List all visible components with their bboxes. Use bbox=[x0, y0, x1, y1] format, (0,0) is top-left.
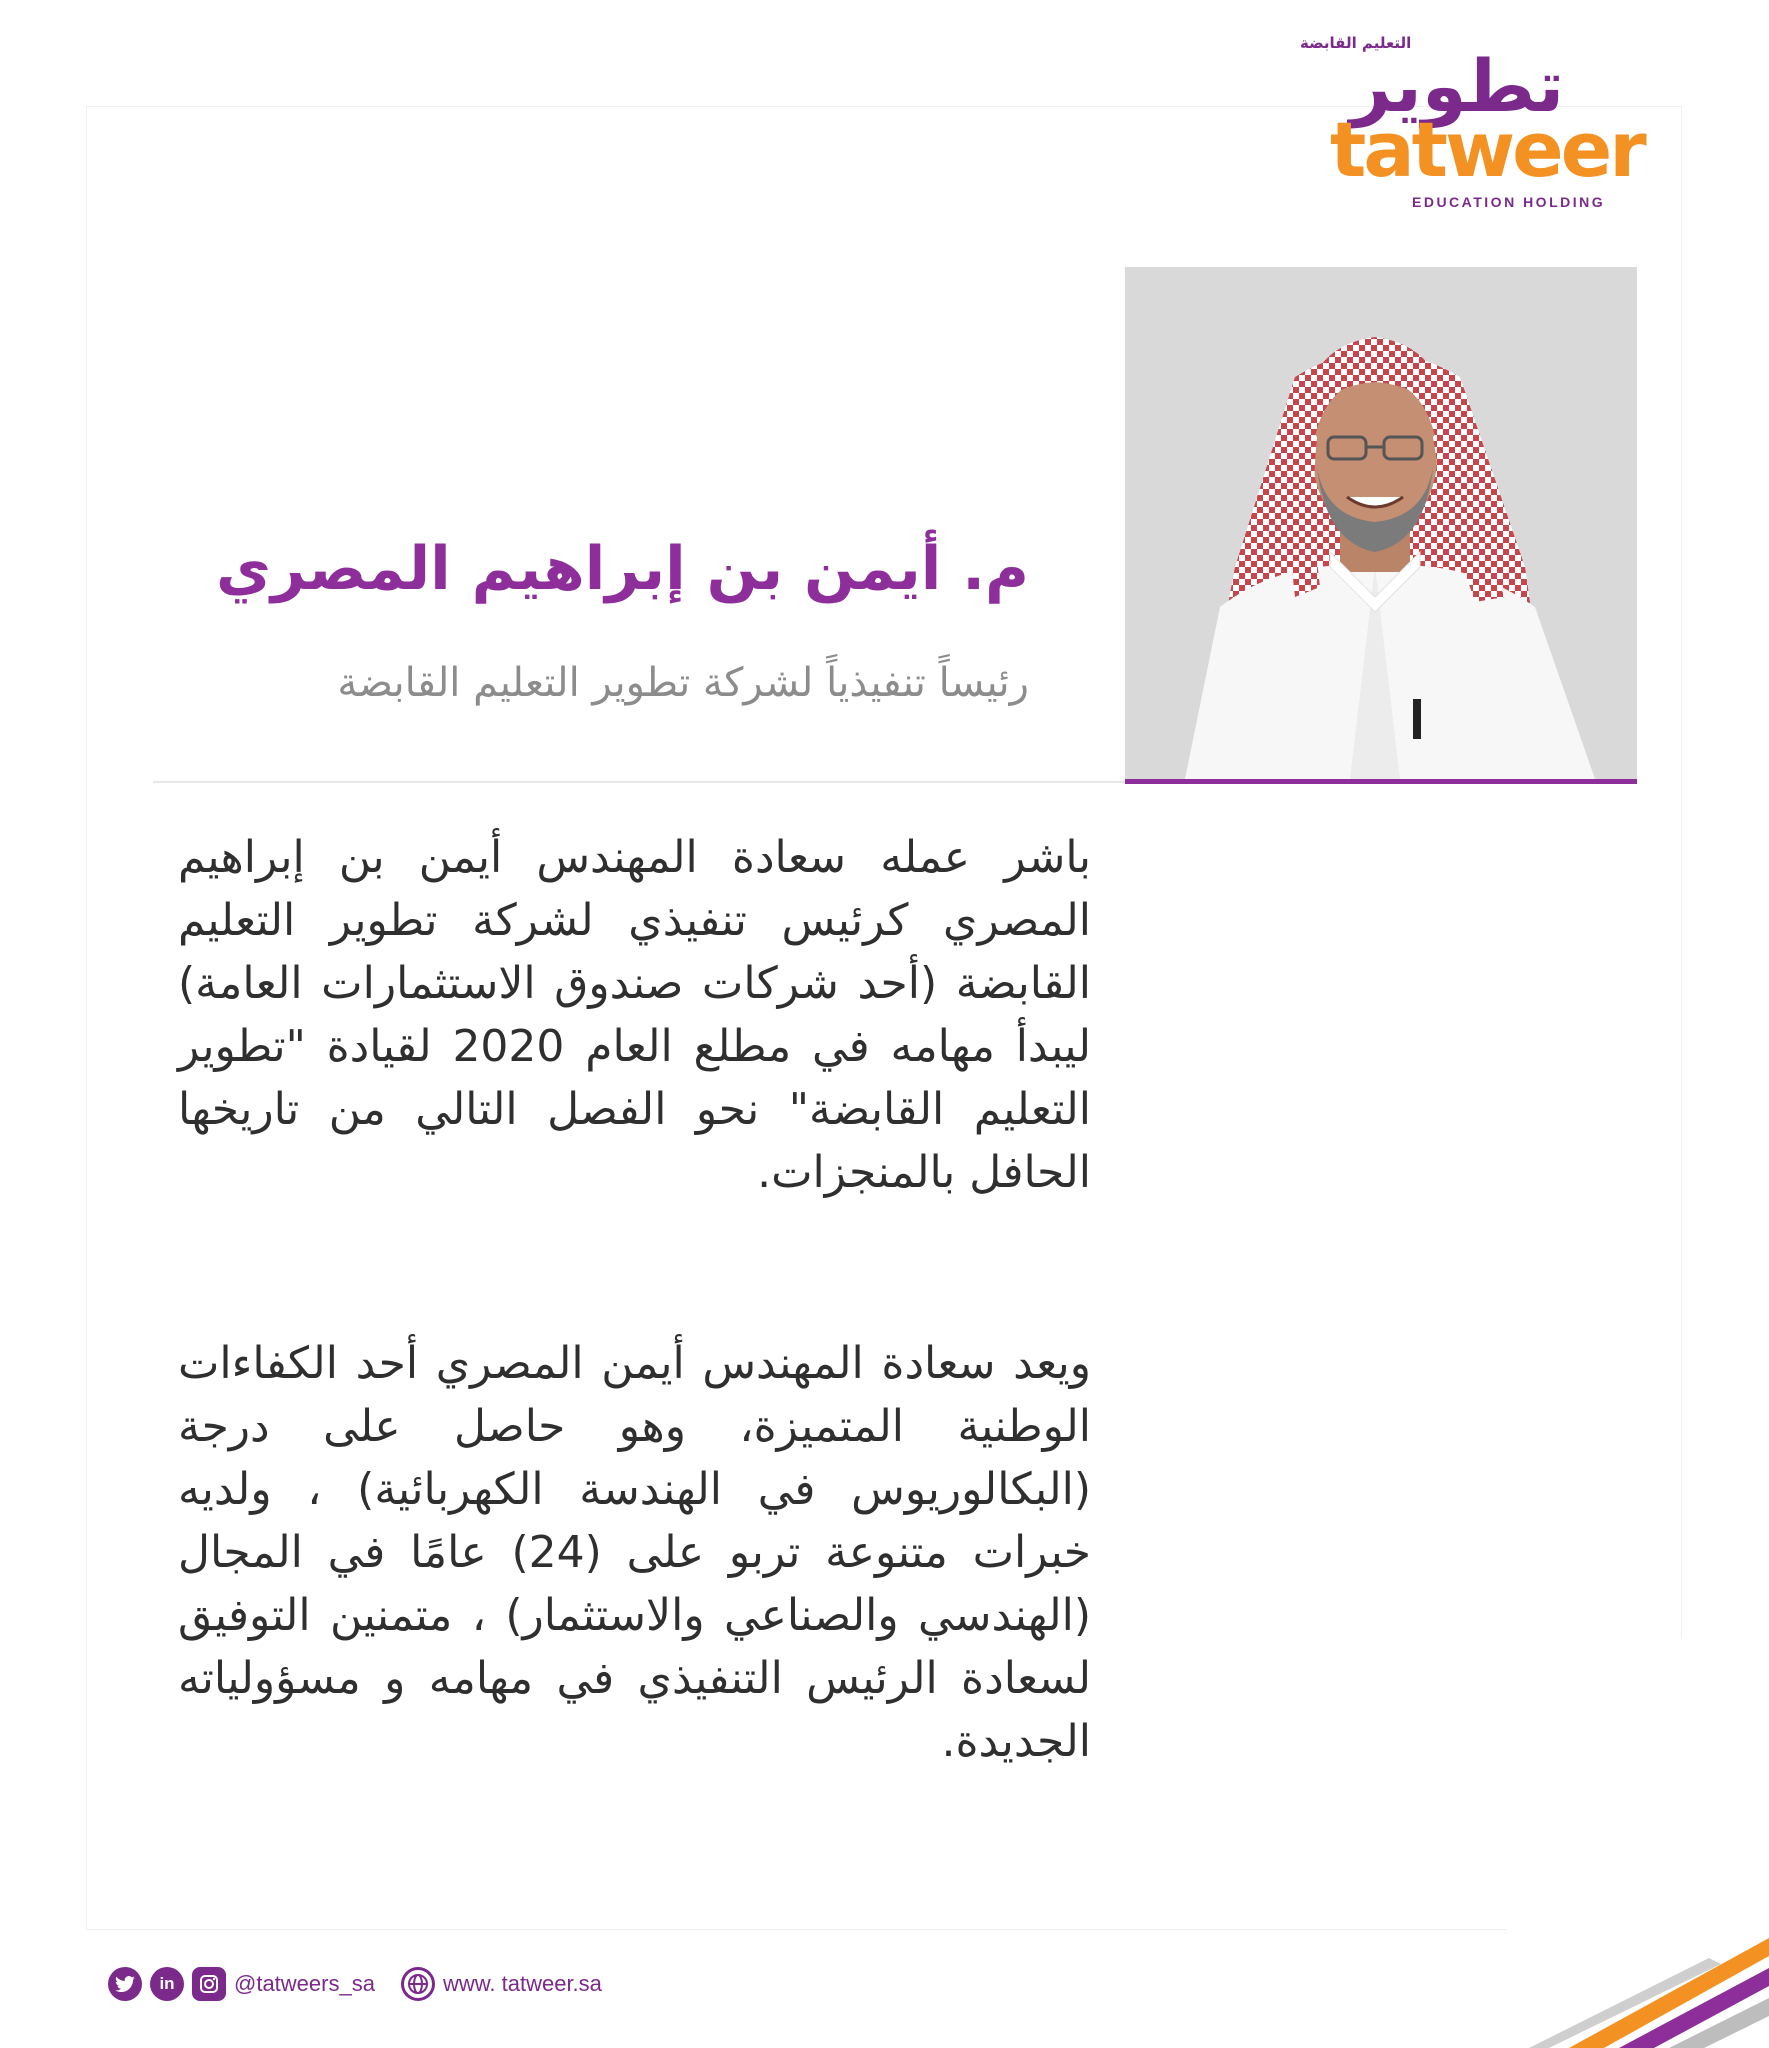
globe-icon[interactable] bbox=[401, 1967, 435, 2001]
twitter-icon[interactable] bbox=[108, 1967, 142, 2001]
logo-arabic-name: تطوير bbox=[1350, 44, 1565, 128]
logo-arabic-subtitle: التعليم القابضة bbox=[1300, 34, 1412, 52]
logo-english-subtitle: EDUCATION HOLDING bbox=[1412, 194, 1606, 210]
section-divider bbox=[153, 781, 1125, 783]
logo-english-name: tatweer bbox=[1330, 105, 1644, 194]
photo-accent-bar bbox=[1125, 779, 1637, 784]
person-title: رئيساً تنفيذياً لشركة تطوير التعليم القابضة bbox=[337, 660, 1029, 706]
footer-contacts bbox=[108, 1964, 602, 2004]
body-paragraph-2: ويعد سعادة المهندس أيمن المصري أحد الكفاءات الوطنية المتميزة، وهو حاصل على درجة (البكالوريوس في الهندسة الكهربائية) ، ولديه خبرات متنوعة تربو على (24) عامًا في المجال (الهندسي والصناعي والاستثمار) ، متمنين التوفيق لسعادة الرئيس التنفيذي في مهامه و مسؤولياته الجديدة. bbox=[178, 1338, 1092, 1767]
website-link[interactable]: www. tatweer.sa bbox=[442, 1971, 602, 1996]
tatweer-logo bbox=[1290, 30, 1644, 210]
person-name: م. أيمن بن إبراهيم المصري bbox=[215, 534, 1029, 604]
linkedin-icon[interactable]: in bbox=[150, 1967, 184, 2001]
social-handle[interactable]: @tatweers_sa bbox=[234, 1971, 375, 1996]
portrait-illustration bbox=[1125, 267, 1637, 779]
instagram-icon[interactable] bbox=[192, 1967, 226, 2001]
decorative-stripes bbox=[1509, 1928, 1769, 2048]
portrait-photo bbox=[1125, 267, 1637, 779]
body-paragraph-1: باشر عمله سعادة المهندس أيمن بن إبراهيم المصري كرئيس تنفيذي لشركة تطوير التعليم القابضة (أحد شركات صندوق الاستثمارات العامة) ليبدأ مهامه في مطلع العام 2020 لقيادة "تطوير التعليم القابضة" نحو الفصل التالي من تاريخها الحافل بالمنجزات. bbox=[178, 832, 1091, 1198]
